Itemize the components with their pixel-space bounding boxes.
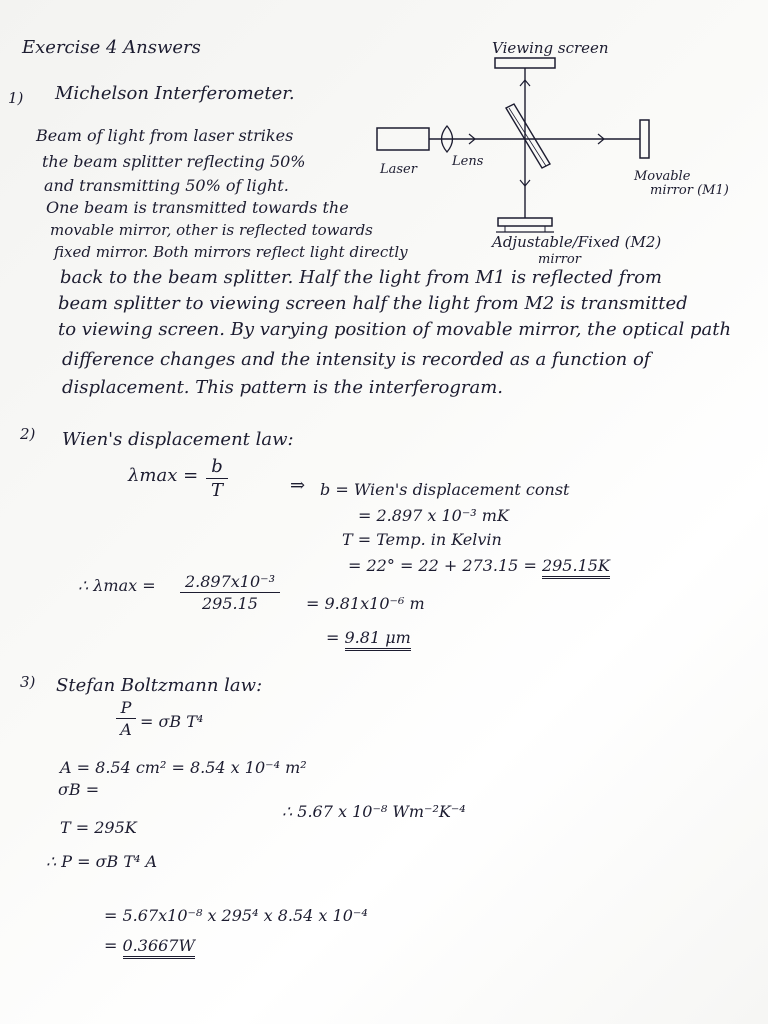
- wien-t-def: T = Temp. in Kelvin: [342, 530, 502, 549]
- sb-fraction: [116, 698, 136, 739]
- sb-sigma-val: ∴ 5.67 x 10⁻⁸ Wm⁻²K⁻⁴: [282, 802, 466, 821]
- q1-line: back to the beam splitter. Half the light from M1 is reflected from: [60, 267, 662, 288]
- q1-line: displacement. This pattern is the interferogram.: [62, 377, 504, 398]
- wien-fraction: [206, 456, 228, 501]
- sb-power-result: 0.3667W: [123, 936, 195, 959]
- sb-power-result-row: [104, 936, 195, 956]
- q1-line: fixed mirror. Both mirrors reflect light directly: [54, 243, 408, 261]
- q2-number: 2): [20, 425, 36, 443]
- wien-calc-fraction: [180, 572, 280, 613]
- laser-box: [377, 128, 429, 150]
- wien-t-result: 295.15K: [542, 556, 610, 579]
- screen-label: Viewing screen: [492, 39, 609, 57]
- q1-line: difference changes and the intensity is recorded as a function of: [62, 349, 651, 370]
- wien-result-row: [326, 628, 411, 648]
- sb-sigma-lhs: σB =: [58, 780, 100, 799]
- q2-title: Wien's displacement law:: [62, 429, 294, 450]
- wien-lambda: λmax =: [128, 465, 199, 486]
- wien-therefore: ∴ λmax =: [78, 576, 156, 595]
- sb-temp: T = 295K: [60, 818, 137, 837]
- wien-b-def: b = Wien's displacement const: [320, 480, 570, 499]
- laser-label: Laser: [380, 162, 417, 177]
- q1-line: One beam is transmitted towards the: [46, 198, 349, 217]
- lens-label: Lens: [452, 154, 484, 169]
- implies-arrow: ⇒: [290, 475, 306, 496]
- wien-b-val: = 2.897 x 10⁻³ mK: [358, 506, 509, 525]
- sb-denominator: A: [120, 720, 132, 739]
- q1-line: to viewing screen. By varying position of movable mirror, the optical path: [58, 319, 732, 340]
- wien-result-2: 9.81 μm: [345, 628, 411, 651]
- sb-equation-rhs: = σB T⁴: [140, 712, 204, 731]
- q1-line: beam splitter to viewing screen half the light from M2 is transmitted: [58, 293, 688, 314]
- movable-mirror: [640, 120, 649, 158]
- q1-line: Beam of light from laser strikes: [36, 126, 294, 145]
- fixed-mirror-label-2: mirror: [538, 252, 581, 267]
- wien-denominator: T: [210, 480, 223, 501]
- movable-mirror-label-2: mirror (M1): [650, 183, 729, 198]
- sb-power-calc: = 5.67x10⁻⁸ x 295⁴ x 8.54 x 10⁻⁴: [104, 906, 368, 925]
- q1-line: the beam splitter reflecting 50%: [42, 152, 306, 171]
- wien-result-1: = 9.81x10⁻⁶ m: [306, 594, 425, 613]
- movable-mirror-label: Movable: [634, 169, 691, 184]
- q1-title: Michelson Interferometer.: [55, 83, 295, 104]
- q1-number: 1): [8, 89, 24, 107]
- fixed-mirror-label: Adjustable/Fixed (M2): [492, 233, 662, 251]
- q3-number: 3): [20, 673, 36, 691]
- sb-area: A = 8.54 cm² = 8.54 x 10⁻⁴ m²: [60, 758, 307, 777]
- sb-power-eq: ∴ P = σB T⁴ A: [46, 852, 158, 871]
- q1-line: and transmitting 50% of light.: [44, 176, 289, 195]
- q1-line: movable mirror, other is reflected towards: [50, 221, 373, 239]
- wien-t-val: = 22° = 22 + 273.15 =: [348, 556, 542, 575]
- wien-calc-den: 295.15: [202, 594, 258, 613]
- viewing-screen: [495, 58, 555, 68]
- wien-result-prefix: =: [326, 628, 345, 647]
- sb-numerator: P: [120, 698, 132, 717]
- fixed-mirror: [498, 218, 552, 226]
- wien-calc-num: 2.897x10⁻³: [184, 572, 276, 591]
- q3-title: Stefan Boltzmann law:: [56, 675, 263, 696]
- wien-t-val-row: [348, 556, 610, 576]
- page-title: Exercise 4 Answers: [22, 37, 201, 58]
- wien-numerator: b: [211, 456, 223, 477]
- sb-power-prefix: =: [104, 936, 123, 955]
